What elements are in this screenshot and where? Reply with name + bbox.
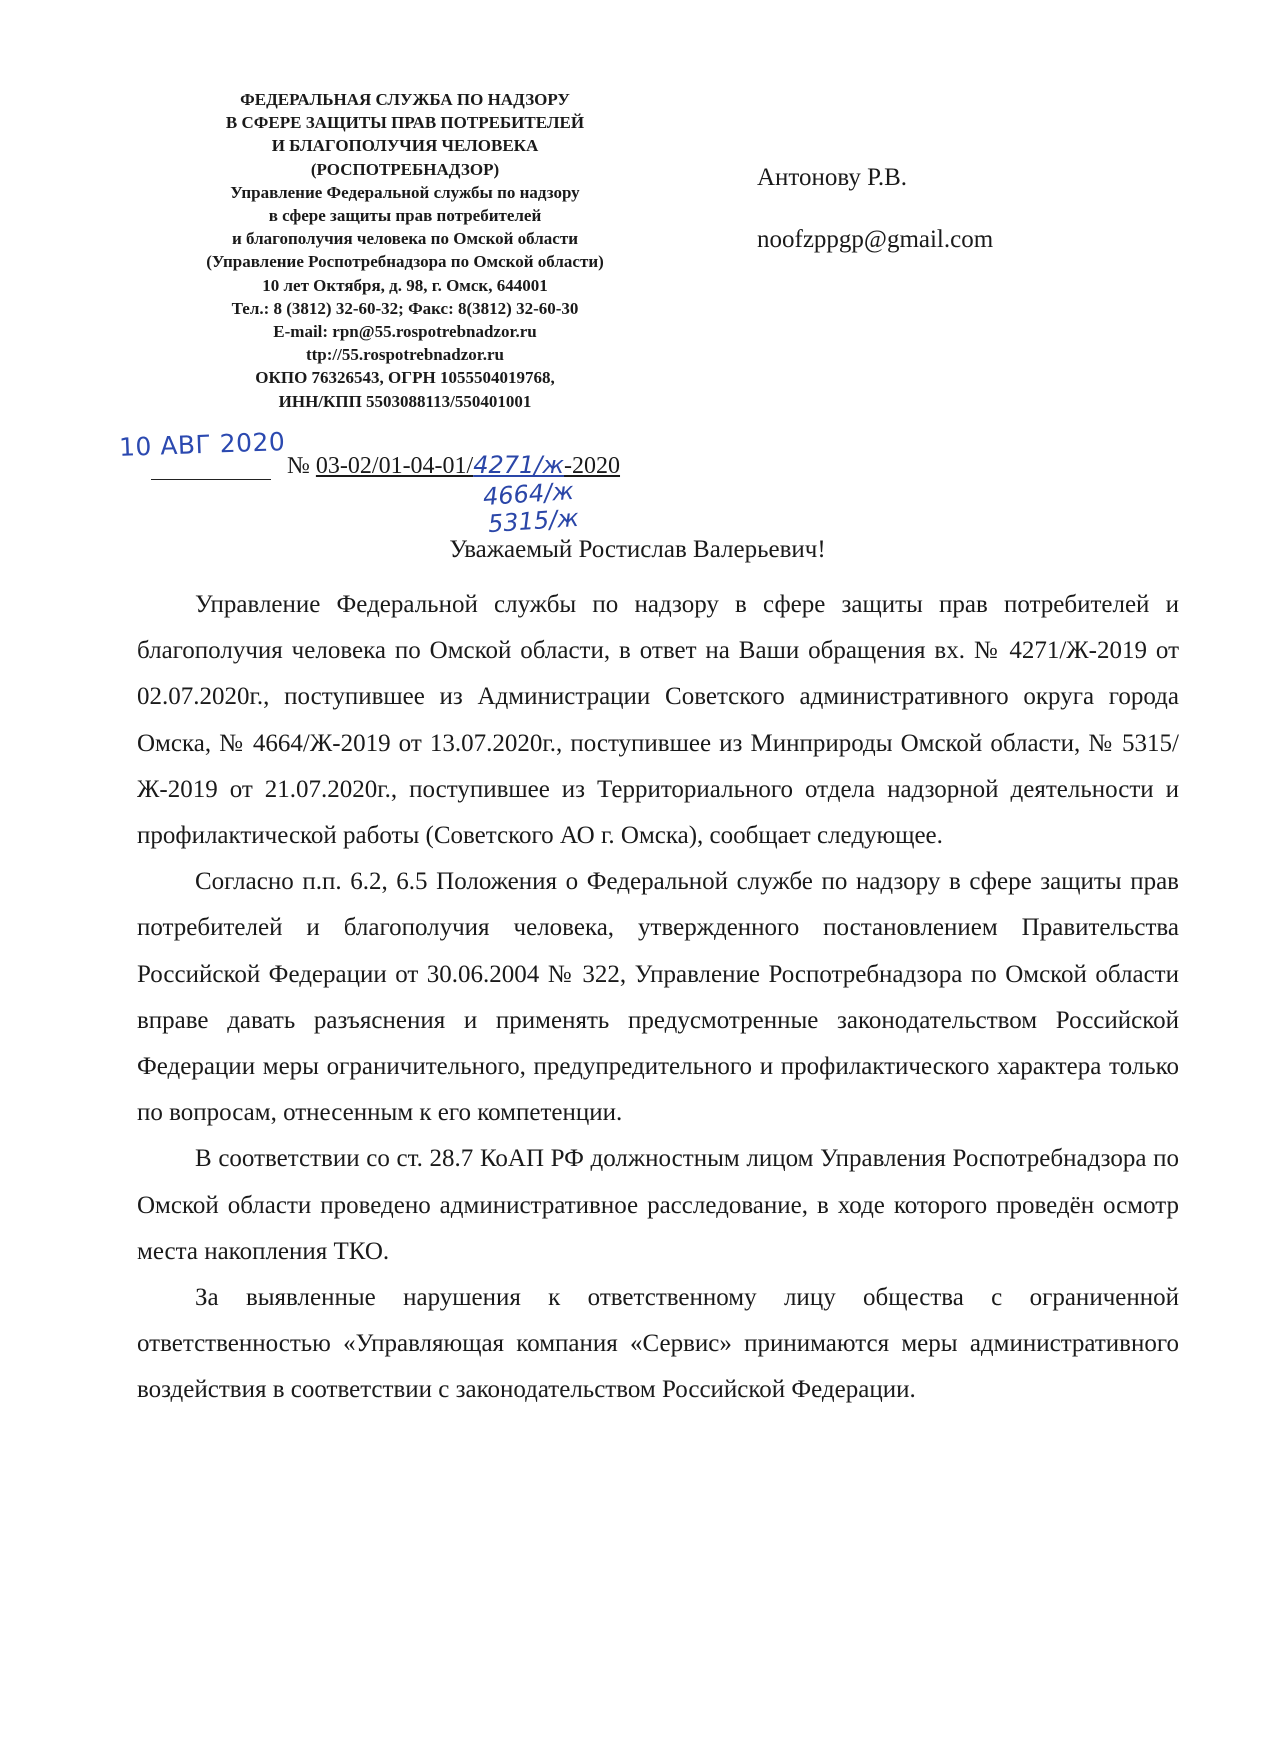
letterhead-line: ИНН/КПП 5503088113/550401001: [278, 391, 532, 411]
addressee-email: noofzppgp@gmail.com: [757, 226, 994, 253]
date-blank-line: [151, 479, 271, 480]
letterhead-line: ОКПО 76326543, ОГРН 1055504019768,: [255, 368, 555, 388]
letterhead-line: Управление Федеральной службы по надзору: [230, 182, 580, 202]
handwritten-number: 5315/ж: [487, 503, 580, 539]
letterhead: [150, 88, 660, 413]
body-paragraph: Управление Федеральной службы по надзору в сфере защиты прав потребителей и благополучия человека по Омской области, в ответ на Ваши обращения вх. № 4271/Ж-2019 от 02.07.2020г., поступившее из Администрации Советского административного округа города Омска, № 4664/Ж-2019 от 13.07.2020г., поступившее из Минприроды Омской области, № 5315/Ж-2019 от 21.07.2020г., поступившее из Территориального отдела надзорной деятельности и профилактической работы (Советского АО г. Омска), сообщает следующее.: [137, 591, 1179, 850]
addressee-name: Антонову Р.В.: [757, 164, 908, 191]
handwritten-number: 4271/ж: [473, 451, 565, 479]
registration-number-suffix: -2020: [564, 453, 621, 479]
body-paragraph: Согласно п.п. 6.2, 6.5 Положения о Федеральной службе по надзору в сфере защиты прав потребителей и благополучия человека, утвержденного постановлением Правительства Российской Федерации от 30.06.2004 № 322, Управление Роспотребнадзора по Омской области вправе давать разъяснения и применять предусмотренные законодательством Российской Федерации меры ограничительного, предупредительного и профилактического характера только по вопросам, отнесенным к его компетенции.: [137, 868, 1179, 1127]
letterhead-line: (Управление Роспотребнадзора по Омской области): [206, 252, 604, 272]
letterhead-line: ttp://55.rospotrebnadzor.ru: [305, 345, 505, 365]
letterhead-line: ФЕДЕРАЛЬНАЯ СЛУЖБА ПО НАДЗОРУ: [240, 90, 570, 109]
body-paragraph: За выявленные нарушения к ответственному лицу общества с ограниченной ответственностью «Управляющая компания «Сервис» принимаются меры административного воздействия в соответствии с законодательством Российской Федерации.: [137, 1284, 1179, 1404]
date-stamp: 10 АВГ 2020: [118, 427, 286, 462]
handwritten-number: 4664/ж: [482, 476, 575, 512]
number-sign: №: [287, 453, 310, 479]
salutation: Уважаемый Ростислав Валерьевич!: [449, 536, 826, 563]
addressee-block: [757, 160, 993, 258]
letterhead-line: 10 лет Октября, д. 98, г. Омск, 644001: [262, 275, 548, 295]
registration-number: [287, 451, 620, 480]
letterhead-line: И БЛАГОПОЛУЧИЯ ЧЕЛОВЕКА: [271, 136, 539, 156]
body-paragraph: В соответствии со ст. 28.7 КоАП РФ должностным лицом Управления Роспотребнадзора по Омской области проведено административное расследование, в ходе которого проведён осмотр места накопления ТКО.: [137, 1145, 1179, 1265]
letterhead-line: и благополучия человека по Омской области: [232, 229, 578, 249]
letterhead-line: В СФЕРЕ ЗАЩИТЫ ПРАВ ПОТРЕБИТЕЛЕЙ: [225, 113, 585, 133]
letterhead-line: (РОСПОТРЕБНАДЗОР): [310, 159, 500, 179]
letter-body: [137, 582, 1179, 1414]
letterhead-line: Тел.: 8 (3812) 32-60-32; Факс: 8(3812) 32-60-30: [231, 298, 579, 318]
registration-number-base: 03-02/01-04-01/: [315, 453, 474, 479]
letterhead-line: в сфере защиты прав потребителей: [268, 206, 542, 226]
letterhead-line: E-mail: rpn@55.rospotrebnadzor.ru: [273, 322, 537, 342]
